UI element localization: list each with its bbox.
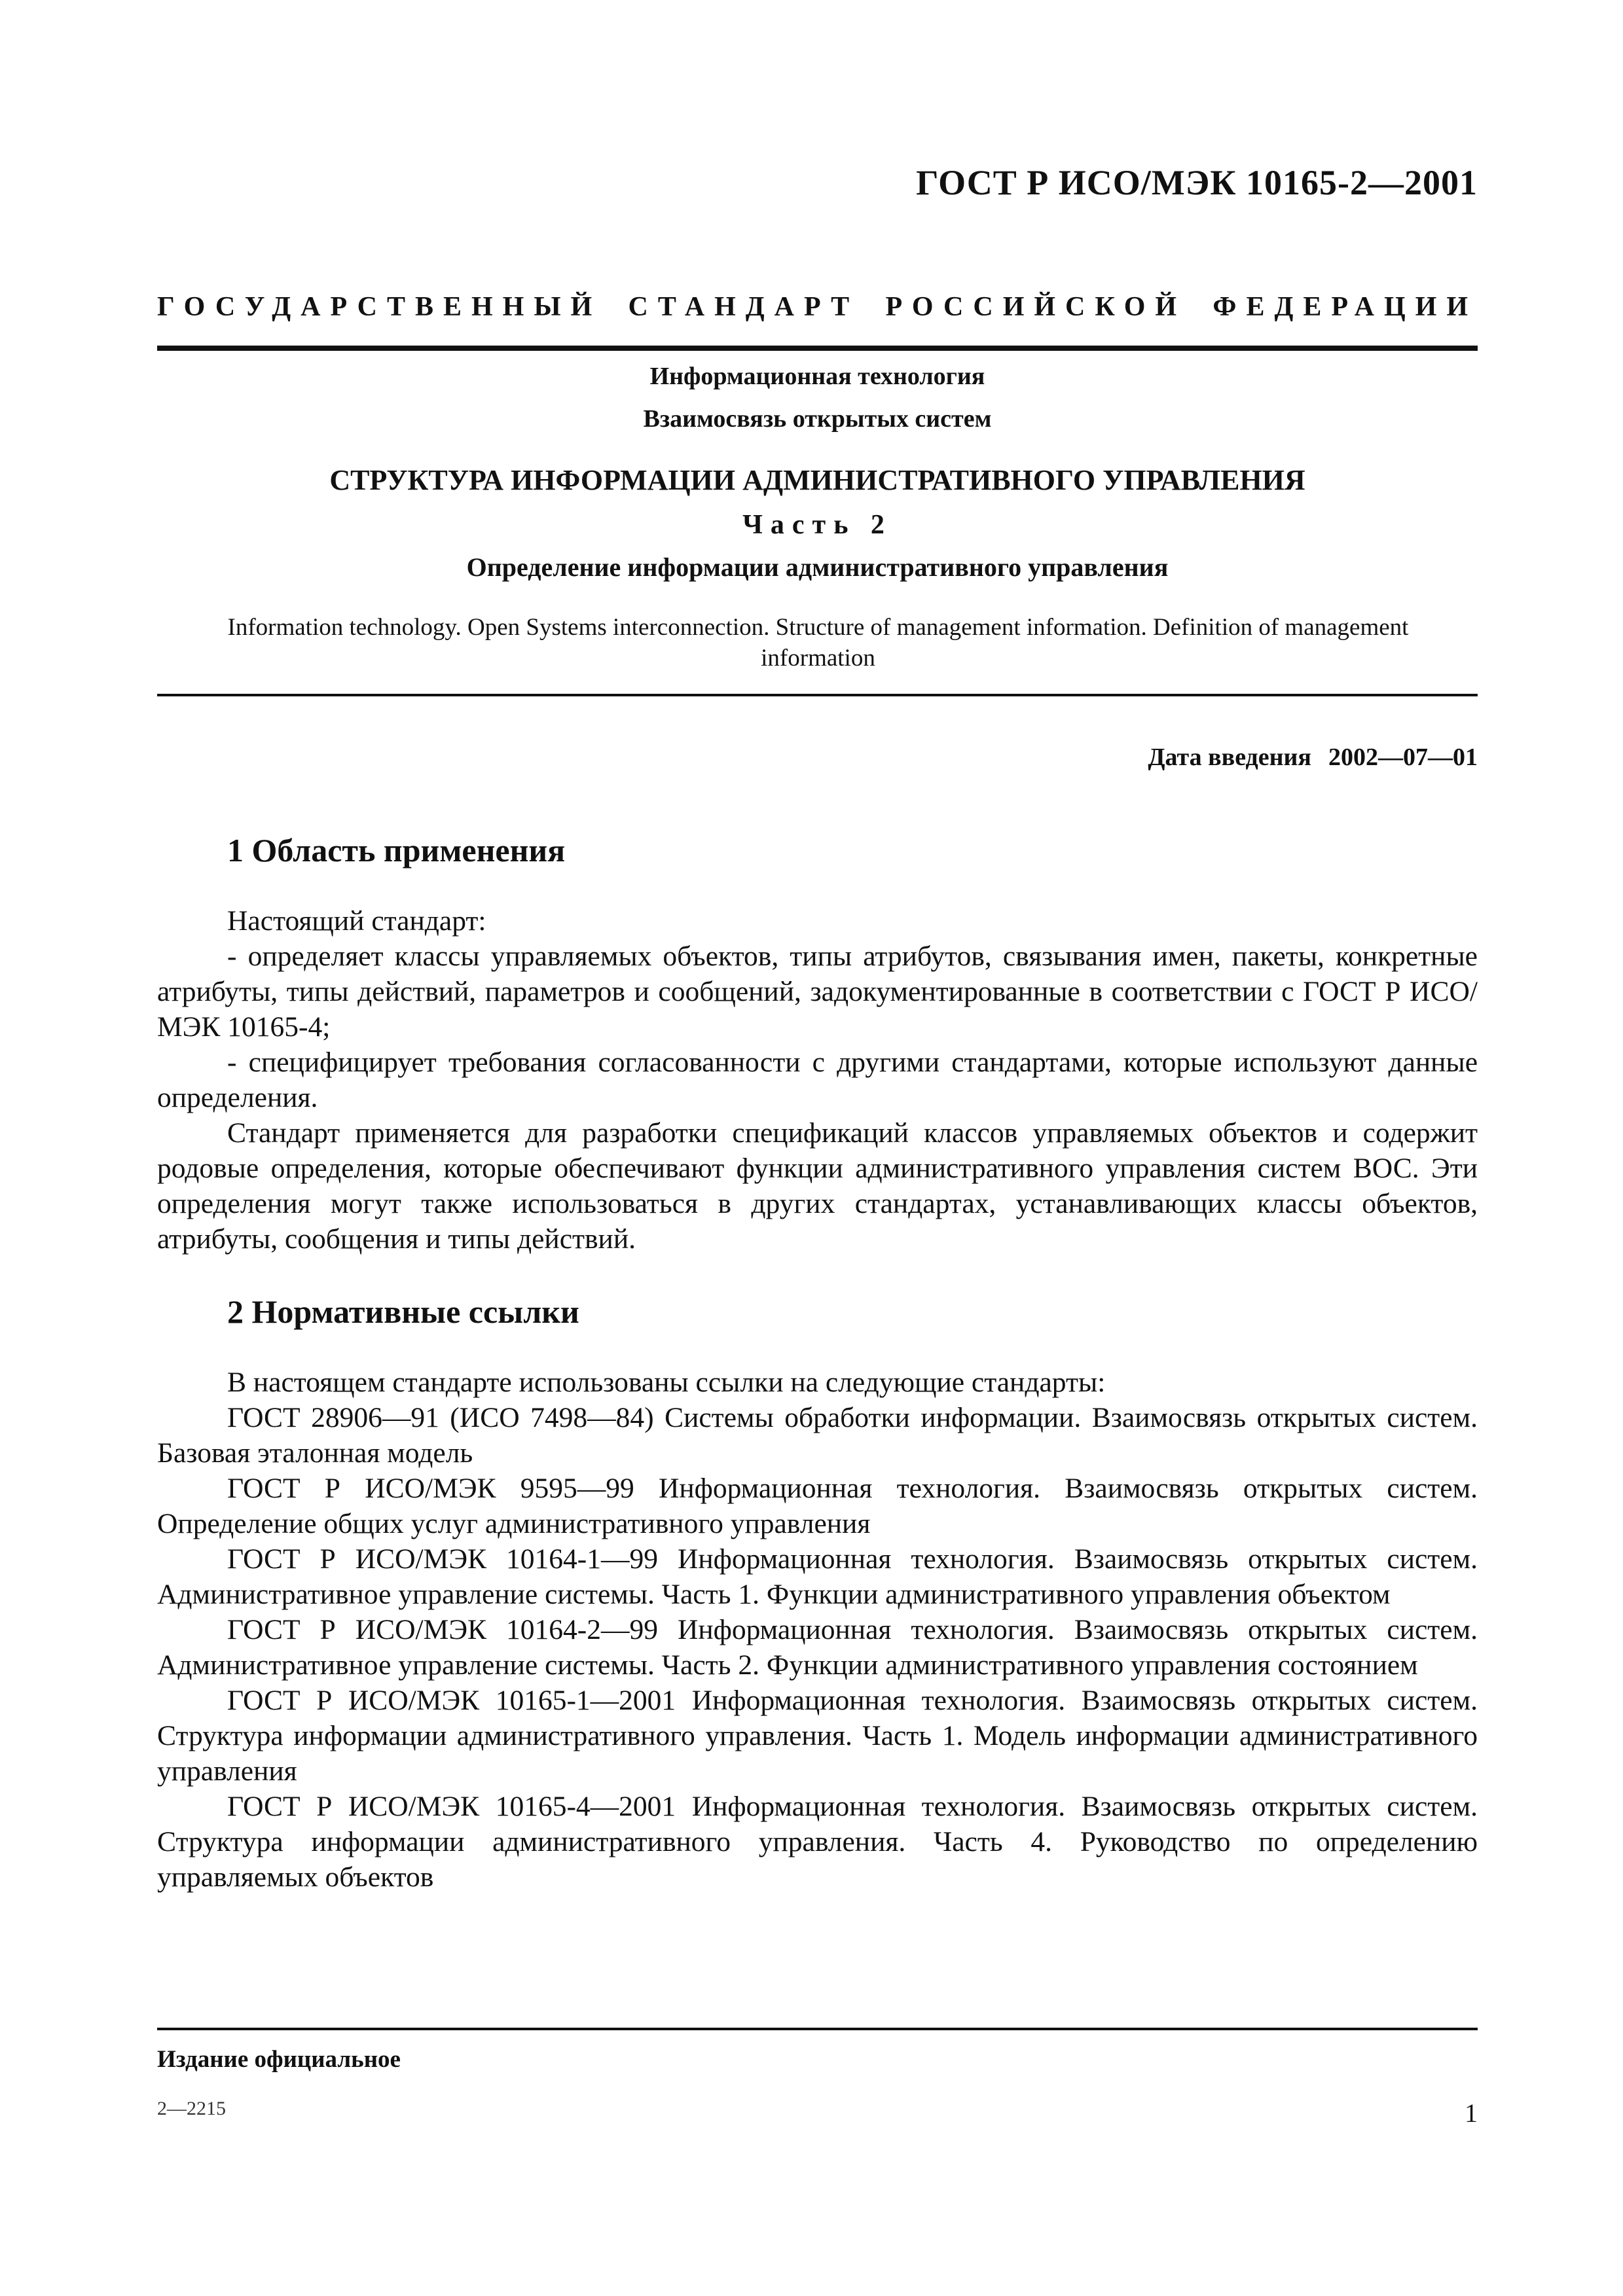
state-standard-title bbox=[157, 291, 1478, 323]
paragraph: Настоящий стандарт: bbox=[227, 905, 486, 937]
state-word: РОССИЙСКОЙ bbox=[885, 292, 1187, 322]
section-body bbox=[157, 903, 1478, 1257]
date-label: Дата введения bbox=[1148, 744, 1311, 771]
section-heading: 1 Область применения bbox=[227, 832, 566, 869]
reference-item: ГОСТ Р ИСО/МЭК 10165-1—2001 Информационная технология. Взаимосвязь открытых систем. Структура информации административного управления. Часть 1. Модель информации административного управления bbox=[157, 1685, 1478, 1787]
section-body bbox=[157, 1365, 1478, 1895]
state-word: СТАНДАРТ bbox=[628, 292, 860, 322]
reference-item: ГОСТ Р ИСО/МЭК 9595—99 Информационная технология. Взаимосвязь открытых систем. Определение общих услуг административного управления bbox=[157, 1473, 1478, 1539]
paragraph: В настоящем стандарте использованы ссылки на следующие стандарты: bbox=[227, 1367, 1106, 1398]
title-main: СТРУКТУРА ИНФОРМАЦИИ АДМИНИСТРАТИВНОГО УПРАВЛЕНИЯ bbox=[329, 464, 1305, 496]
header-rule bbox=[157, 346, 1478, 351]
title-part: Часть 2 bbox=[742, 510, 892, 540]
title-subject-line1: Информационная технология bbox=[649, 363, 985, 390]
state-word: ГОСУДАРСТВЕННЫЙ bbox=[157, 292, 602, 322]
reference-item: ГОСТ 28906—91 (ИСО 7498—84) Системы обработки информации. Взаимосвязь открытых систем. Базовая эталонная модель bbox=[157, 1402, 1478, 1469]
reference-item: ГОСТ Р ИСО/МЭК 10164-1—99 Информационная технология. Взаимосвязь открытых систем. Административное управление системы. Часть 1. Функции административного управления объектом bbox=[157, 1543, 1478, 1610]
reference-item: ГОСТ Р ИСО/МЭК 10165-4—2001 Информационная технология. Взаимосвязь открытых систем. Структура информации административного управления. Часть 4. Руководство по определению управляемых объектов bbox=[157, 1791, 1478, 1893]
section-heading: 2 Нормативные ссылки bbox=[227, 1293, 579, 1330]
print-code: 2—2215 bbox=[157, 2098, 226, 2119]
page-number: 1 bbox=[1465, 2098, 1478, 2128]
reference-item: ГОСТ Р ИСО/МЭК 10164-2—99 Информационная технология. Взаимосвязь открытых систем. Административное управление системы. Часть 2. Функции административного управления состоянием bbox=[157, 1614, 1478, 1681]
title-definition: Определение информации административного управления bbox=[466, 552, 1169, 582]
standard-designation: ГОСТ Р ИСО/МЭК 10165-2—2001 bbox=[916, 163, 1478, 202]
edition-label: Издание официальное bbox=[157, 2046, 401, 2073]
paragraph: - определяет классы управляемых объектов, типы атрибутов, связывания имен, пакеты, конкретные атрибуты, типы действий, параметров и сообщений, задокументированные в соответствии с ГОСТ Р ИСО/МЭК 10165-4; bbox=[157, 941, 1478, 1043]
title-subject-line2: Взаимосвязь открытых систем bbox=[643, 405, 992, 433]
footer-rule bbox=[157, 2028, 1478, 2030]
state-word: ФЕДЕРАЦИИ bbox=[1213, 292, 1478, 322]
paragraph: Стандарт применяется для разработки спецификаций классов управляемых объектов и содержит родовые определения, которые обеспечивают функции административного управления систем ВОС. Эти определения могут также использоваться в других стандартах, устанавливающих классы объектов, атрибуты, сообщения и типы действий. bbox=[157, 1117, 1478, 1255]
english-title: Information technology. Open Systems interconnection. Structure of management information. Definition of management information bbox=[227, 614, 1409, 672]
title-rule bbox=[157, 694, 1478, 696]
date-value: 2002—07—01 bbox=[1328, 744, 1478, 771]
paragraph: - специфицирует требования согласованности с другими стандартами, которые используют данные определения. bbox=[157, 1047, 1478, 1113]
introduction-date bbox=[1148, 743, 1478, 772]
